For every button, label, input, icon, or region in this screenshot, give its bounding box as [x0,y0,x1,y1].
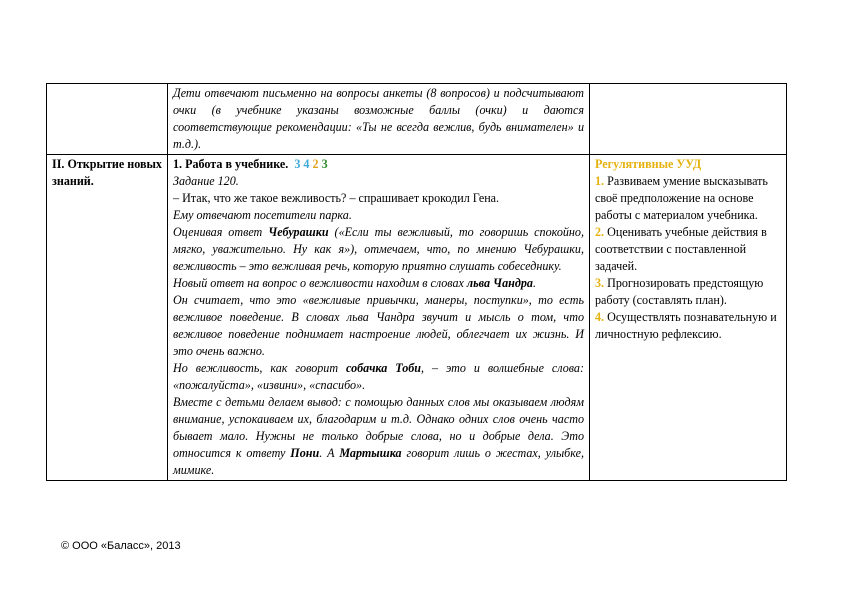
stage-title: II. Открытие новых знаний. [52,157,162,188]
paragraph: – Итак, что же такое вежливость? – спрашивает крокодил Гена. [173,191,500,205]
uud-heading: Регулятивные УУД [595,157,702,171]
paragraph: Он считает, что это «вежливые привычки, манеры, поступки», то есть вежливое поведение. В словах льва Чандра звучит и мысль о том, что вежливое поведение поднимает настроение людей, облегчает их жизнь. И это очень важно. [173,293,584,358]
level-number: 2 [312,157,319,171]
table-row [47,84,787,155]
paragraph: Оценивая ответ Чебурашки («Если ты вежливый, то говоришь спокойно, мягко, уважительно. Ну как я»), отмечаем, что, по мнению Чебурашки, вежливость – это вежливая речь, которую приятно слушать собеседнику. [173,225,585,273]
stage-cell [47,155,168,481]
stage-cell-empty [47,84,168,155]
table-row [47,155,787,481]
paragraph: Но вежливость, как говорит собачка Тоби, – это и волшебные слова: «пожалуйста», «извини», «спасибо». [173,361,584,392]
character-name: Чебурашки [268,225,329,239]
activity-text: Дети отвечают письменно на вопросы анкеты (8 вопросов) и подсчитывают очки (в учебнике указаны возможные баллы (очки) и даются соответствующие рекомендации: «Ты не всегда вежлив, будь внимателен» и т.д.). [173,86,584,151]
uud-item: 4. Осуществлять познавательную и личностную рефлексию. [595,310,777,341]
paragraph: Вместе с детьми делаем вывод: с помощью данных слов мы оказываем людям внимание, успокаиваем их, благодарим и т.д. Однако одних слов очень часто бывает мало. Нужны не только добрые слова, но и добрые дела. Это относится к ответу Пони. А Мартышка говорит лишь о жестах, улыбке, мимике. [173,395,585,477]
character-name: льва Чандра [466,276,533,290]
level-number: 4 [303,157,310,171]
work-title: 1. Работа в учебнике. [173,157,289,171]
uud-cell-empty [590,84,787,155]
character-name: собачка Тоби [346,361,421,375]
uud-item: 1. Развиваем умение высказывать своё предположение на основе работы с материалом учебника. [595,174,768,222]
copyright-footer: © ООО «Баласс», 2013 [61,540,181,552]
work-heading [173,156,584,173]
character-name: Мартышка [339,446,402,460]
lesson-table [46,83,787,481]
uud-cell [590,155,787,481]
paragraph: Ему отвечают посетители парка. [173,208,352,222]
uud-item: 3. Прогнозировать предстоящую работу (составлять план). [595,276,764,307]
level-number: 3 [294,157,301,171]
activity-cell [168,84,590,155]
level-number: 3 [321,157,328,171]
paragraph: Новый ответ на вопрос о вежливости находим в словах льва Чандра. [173,276,536,290]
uud-item: 2. Оценивать учебные действия в соответствии с поставленной задачей. [595,225,767,273]
task-label: Задание 120. [173,174,239,188]
activity-cell [168,155,590,481]
character-name: Пони [290,446,320,460]
